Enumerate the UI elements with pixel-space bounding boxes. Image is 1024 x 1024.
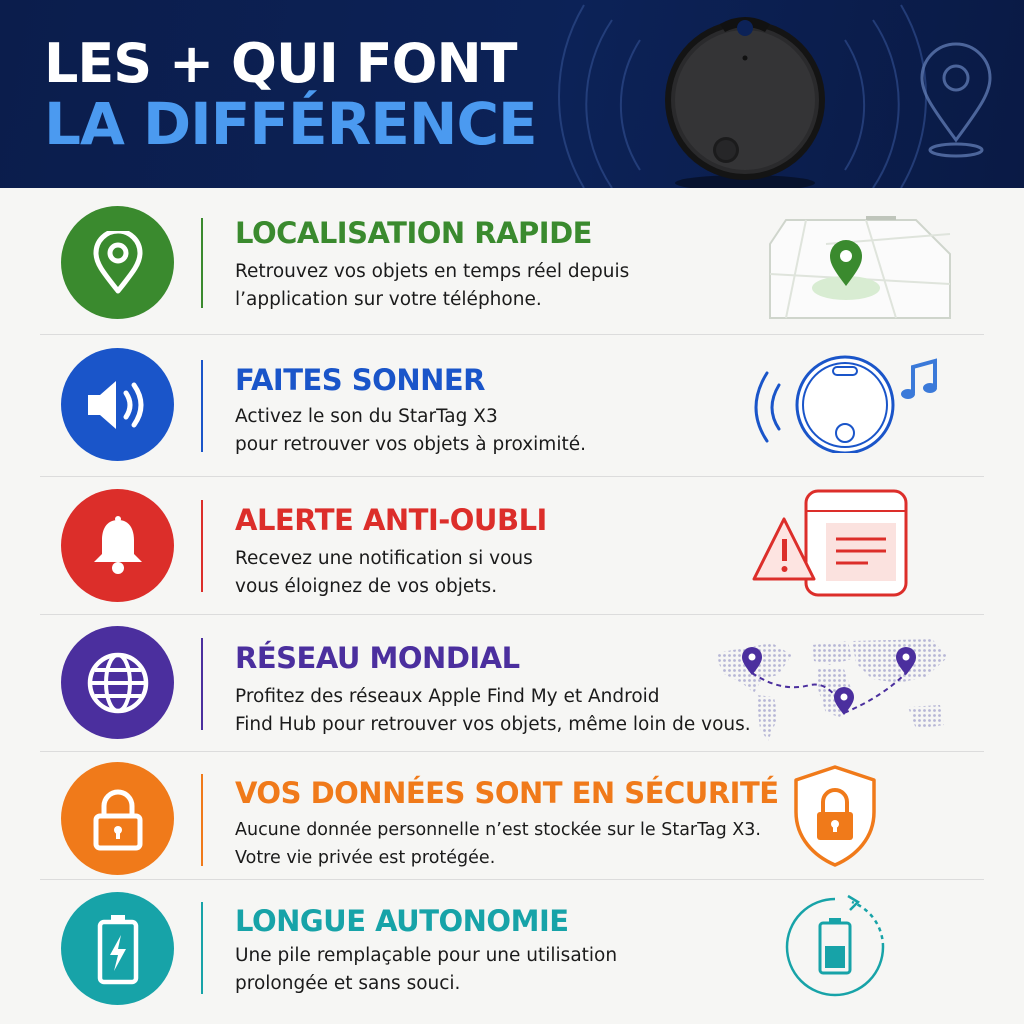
- feature-title: LOCALISATION RAPIDE: [235, 216, 592, 250]
- reseau-icon-circle: [61, 626, 174, 739]
- globe-icon: [85, 650, 151, 716]
- row-separator: [201, 774, 203, 866]
- feature-row-alerte: [0, 477, 1024, 615]
- feature-description: Une pile remplaçable pour une utilisation prolongée et sans souci.: [235, 945, 618, 994]
- localisation-icon-circle: [61, 206, 174, 319]
- phone-alert-illustration: [750, 489, 914, 599]
- autonomie-icon-circle: [61, 892, 174, 1005]
- battery-icon: [96, 913, 140, 985]
- map-illustration: [766, 214, 954, 322]
- securite-icon-circle: [61, 762, 174, 875]
- feature-description: Aucune donnée personnelle n’est stockée sur le StarTag X3. Votre vie privée est protégée.: [235, 820, 761, 868]
- feature-row-sonner: [0, 335, 1024, 477]
- feature-row-localisation: [0, 188, 1024, 335]
- shield-lock-illustration: [792, 764, 878, 868]
- feature-description: Recevez une notification si vous vous éloignez de vos objets.: [235, 548, 533, 597]
- world-map-illustration: [712, 633, 956, 745]
- feature-description: Profitez des réseaux Apple Find My et Android Find Hub pour retrouver vos objets, même loin de vous.: [235, 686, 751, 735]
- row-separator: [201, 360, 203, 452]
- feature-row-securite: [0, 752, 1024, 880]
- row-separator: [201, 500, 203, 592]
- title-line-2: LA DIFFÉRENCE: [44, 90, 537, 158]
- sonner-icon-circle: [61, 348, 174, 461]
- feature-description: Retrouvez vos objets en temps réel depuis l’application sur votre téléphone.: [235, 261, 630, 310]
- row-separator: [201, 218, 203, 308]
- battery-cycle-illustration: [782, 894, 888, 1000]
- padlock-icon: [88, 786, 148, 852]
- speaker-icon: [82, 373, 154, 437]
- header-banner: [0, 0, 1024, 188]
- feature-title: VOS DONNÉES SONT EN SÉCURITÉ: [235, 776, 779, 810]
- feature-title: LONGUE AUTONOMIE: [235, 904, 569, 938]
- bell-icon: [86, 514, 150, 578]
- feature-row-reseau: [0, 615, 1024, 752]
- feature-description: Activez le son du StarTag X3 pour retrouver vos objets à proximité.: [235, 406, 586, 455]
- title-line-1: LES + QUI FONT: [44, 32, 517, 95]
- row-separator: [201, 638, 203, 730]
- feature-title: FAITES SONNER: [235, 363, 486, 397]
- location-pin-icon: [88, 231, 148, 295]
- row-separator: [201, 902, 203, 994]
- feature-title: ALERTE ANTI-OUBLI: [235, 503, 547, 537]
- ringing-tag-illustration: [745, 353, 945, 453]
- feature-title: RÉSEAU MONDIAL: [235, 641, 520, 675]
- feature-row-autonomie: [0, 880, 1024, 1024]
- alerte-icon-circle: [61, 489, 174, 602]
